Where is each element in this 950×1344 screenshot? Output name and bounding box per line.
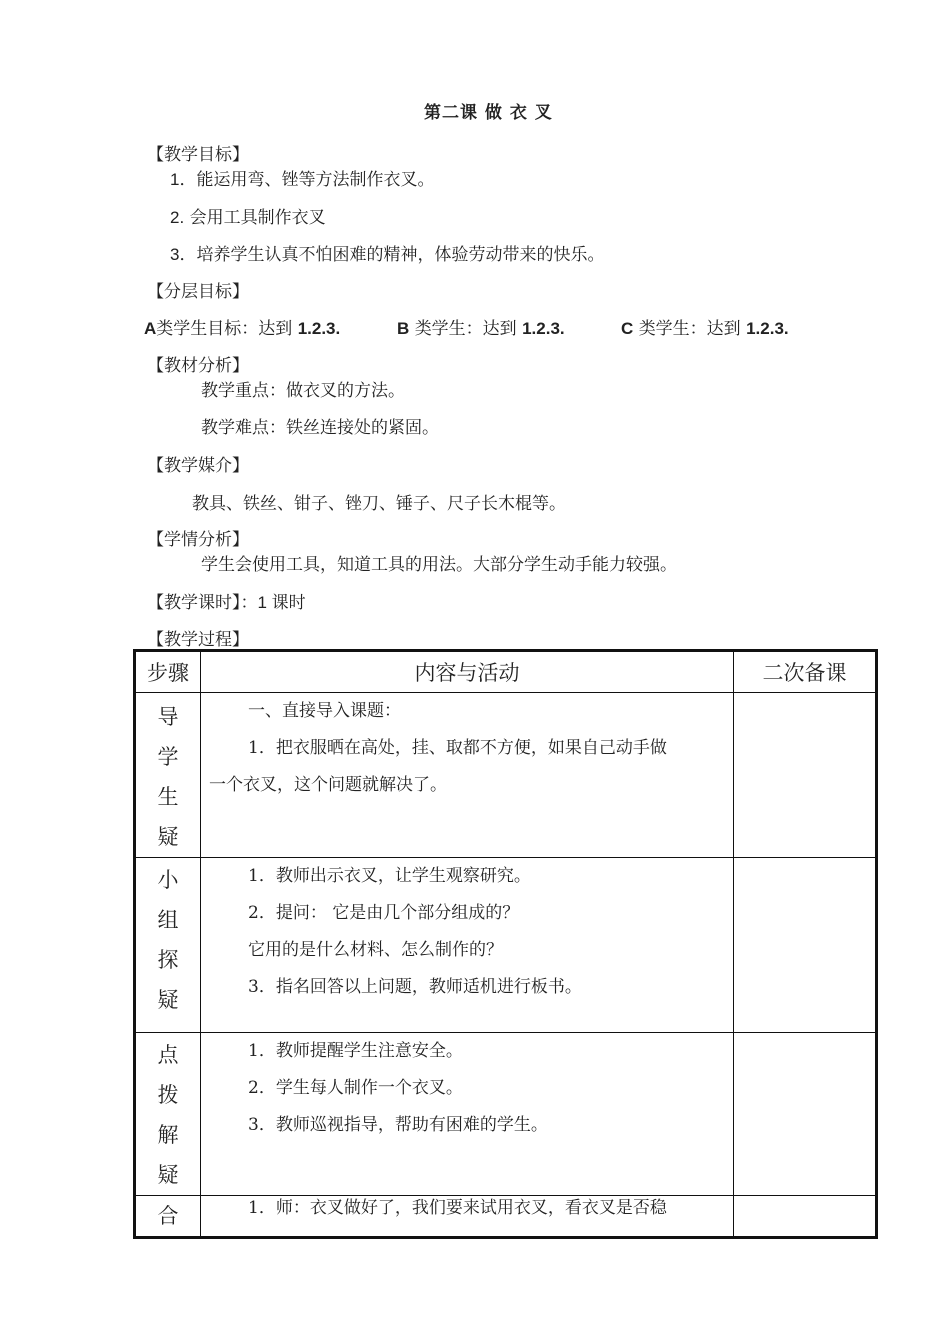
hours-heading: 【教学课时】 (147, 593, 241, 613)
goal-text: 会用工具制作衣叉 (189, 208, 326, 228)
step-char: 疑 (157, 825, 179, 849)
goals-heading: 【教学目标】 (147, 145, 249, 165)
layer-c-label: C (621, 319, 634, 338)
layer-a-label: A (144, 319, 157, 338)
content-line: 一个衣叉，这个问题就解决了。 (209, 775, 447, 795)
layer-c-value: 1.2.3. (746, 319, 789, 338)
layer-a-text: 类学生目标：达到 (156, 319, 293, 339)
layer-b-value: 1.2.3. (522, 319, 565, 338)
content-cell (201, 1196, 734, 1238)
page-title: 第二课 做 衣 叉 (424, 103, 553, 123)
layer-a-value: 1.2.3. (297, 319, 341, 338)
content-line: 1．把衣服晒在高处，挂、取都不方便，如果自己动手做 (248, 738, 667, 758)
process-table (133, 649, 878, 1239)
step-char: 小 (157, 868, 179, 892)
content-cell (201, 1033, 734, 1196)
analysis-heading: 【教材分析】 (147, 356, 249, 376)
step-char: 点 (157, 1043, 179, 1067)
content-cell (201, 693, 734, 858)
step-char: 导 (157, 705, 179, 729)
goal-item (170, 203, 326, 228)
layer-b-text: 类学生：达到 (414, 319, 517, 339)
goal-number: 3． (170, 245, 197, 264)
student-text: 学生会使用工具，知道工具的用法。大部分学生动手能力较强。 (201, 555, 677, 575)
goal-text: 培养学生认真不怕困难的精神，体验劳动带来的快乐。 (196, 245, 605, 265)
notes-cell (734, 693, 877, 858)
goal-item (170, 240, 604, 265)
layer-c-text: 类学生：达到 (638, 319, 741, 339)
layer-heading: 【分层目标】 (147, 282, 249, 302)
media-heading: 【教学媒介】 (147, 456, 249, 476)
notes-cell (734, 858, 877, 1033)
layer-c (621, 314, 789, 339)
content-line: 1．教师出示衣叉，让学生观察研究。 (248, 866, 531, 886)
step-cell (135, 1033, 201, 1196)
step-char: 生 (157, 785, 179, 809)
difficulty: 教学难点：铁丝连接处的紧固。 (201, 418, 439, 438)
step-cell (135, 1196, 201, 1238)
goal-number: 1． (170, 170, 197, 189)
layer-b-label: B (397, 319, 410, 338)
step-char: 组 (157, 908, 179, 932)
table-row (135, 858, 877, 1033)
step-char: 疑 (157, 988, 179, 1012)
step-cell (135, 693, 201, 858)
goal-text: 能运用弯、锉等方法制作衣叉。 (196, 170, 435, 190)
goal-number: 2. (170, 208, 185, 227)
step-cell (135, 858, 201, 1033)
layer-a (144, 314, 340, 339)
step-char: 拨 (157, 1083, 179, 1107)
content-cell (201, 858, 734, 1033)
content-line: 2．提问： 它是由几个部分组成的？ (248, 903, 520, 923)
table-row (135, 693, 877, 858)
hours-value: ：1 课时 (240, 593, 306, 612)
layer-b (397, 314, 565, 339)
content-line: 1．教师提醒学生注意安全。 (248, 1041, 463, 1061)
content-line: 它用的是什么材料、怎么制作的？ (248, 940, 503, 960)
content-line: 一、直接导入课题： (248, 701, 401, 721)
table-header-row (135, 651, 877, 693)
step-char: 解 (157, 1123, 179, 1147)
step-char: 学 (157, 745, 179, 769)
table-row (135, 1196, 877, 1238)
header-step: 步骤 (135, 651, 201, 693)
content-line: 3．教师巡视指导，帮助有困难的学生。 (248, 1115, 548, 1135)
content-line: 2．学生每人制作一个衣叉。 (248, 1078, 463, 1098)
header-notes: 二次备课 (734, 651, 877, 693)
step-char: 疑 (157, 1163, 179, 1187)
media-text: 教具、铁丝、钳子、锉刀、锤子、尺子长木棍等。 (192, 494, 566, 514)
content-line: 1．师：衣叉做好了，我们要来试用衣叉，看衣叉是否稳 (248, 1198, 667, 1218)
header-content: 内容与活动 (201, 651, 734, 693)
hours-line (147, 588, 306, 613)
key-point: 教学重点：做衣叉的方法。 (201, 381, 405, 401)
content-line: 3．指名回答以上问题，教师适机进行板书。 (248, 977, 582, 997)
student-heading: 【学情分析】 (147, 530, 249, 550)
step-char: 探 (157, 948, 179, 972)
process-heading: 【教学过程】 (147, 630, 249, 650)
step-char: 合 (157, 1204, 179, 1228)
table-row (135, 1033, 877, 1196)
goal-item (170, 165, 434, 190)
notes-cell (734, 1033, 877, 1196)
notes-cell (734, 1196, 877, 1238)
